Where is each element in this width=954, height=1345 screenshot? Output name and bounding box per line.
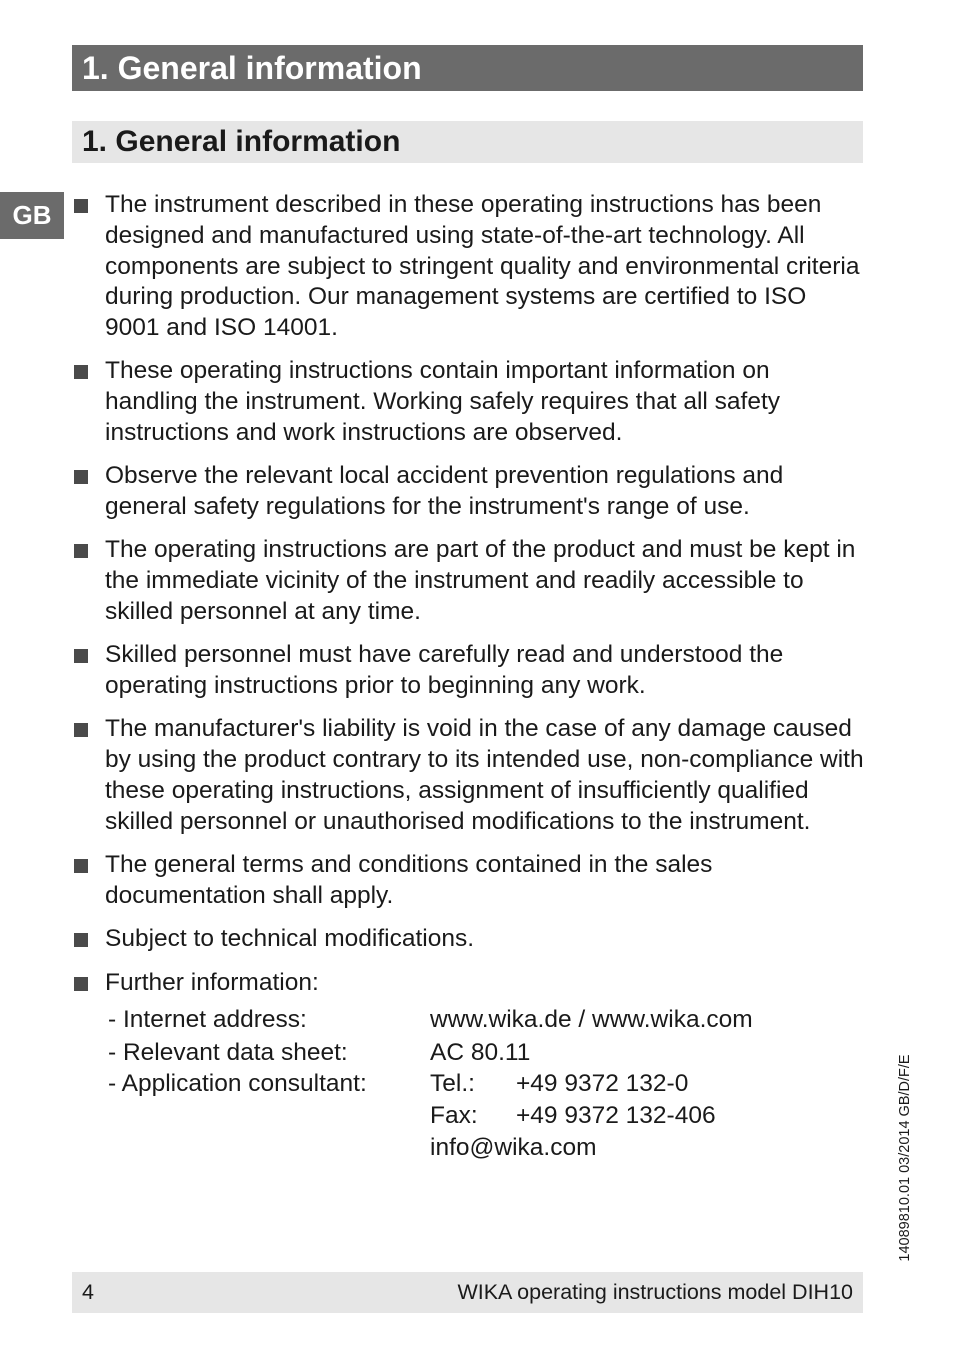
info-row-datasheet <box>108 1037 864 1068</box>
datasheet-value: AC 80.11 <box>430 1038 531 1066</box>
list-item-text: The instrument described in these operating instructions has been designed and manufactured using state-of-the-art technology. All components are subject to stringent quality and environmental criteria during production. Our management systems are certified to ISO 9001 and ISO 14001. <box>105 191 860 342</box>
list-item-text: Subject to technical modifications. <box>105 925 475 953</box>
square-bullet-icon <box>74 365 88 379</box>
list-item <box>74 850 864 912</box>
list-item-text: The manufacturer's liability is void in the case of any damage caused by using the product contrary to its intended use, non-compliance with these operating instructions, assignment of insufficiently qualified skilled personnel or unauthorised modifications to the instrument. <box>105 715 864 835</box>
square-bullet-icon <box>74 199 88 213</box>
info-row-fax <box>108 1100 864 1132</box>
list-item-text: These operating instructions contain important information on handling the instrument. Working safely requires that all safety instructions and work instructions are observed. <box>105 357 781 447</box>
internet-value: www.wika.de / www.wika.com <box>430 1005 753 1033</box>
list-item-text: The operating instructions are part of the product and must be kept in the immediate vicinity of the instrument and readily accessible to skilled personnel at any time. <box>105 536 856 626</box>
list-item-text: Further information: <box>105 968 319 996</box>
list-item <box>74 461 864 523</box>
square-bullet-icon <box>74 470 88 484</box>
language-tab: GB <box>0 192 64 239</box>
list-item <box>74 968 864 999</box>
page-footer <box>72 1272 863 1313</box>
list-item <box>74 714 864 837</box>
page-number: 4 <box>82 1280 94 1304</box>
document-code: 14089810.01 03/2014 GB/D/F/E <box>897 1054 913 1262</box>
square-bullet-icon <box>74 544 88 558</box>
list-item-text: Observe the relevant local accident prevention regulations and general safety regulations for the instrument's range of use. <box>105 462 784 521</box>
square-bullet-icon <box>74 723 88 737</box>
tel-value: +49 9372 132-0 <box>516 1069 689 1097</box>
square-bullet-icon <box>74 977 88 991</box>
list-item <box>74 640 864 702</box>
fax-line <box>430 1100 716 1132</box>
footer-title: WIKA operating instructions model DIH10 <box>457 1280 853 1304</box>
square-bullet-icon <box>74 859 88 873</box>
tel-label: Tel.: <box>430 1069 475 1097</box>
info-row-email <box>108 1132 864 1164</box>
bullet-list <box>74 190 864 1164</box>
list-item <box>74 924 864 955</box>
info-row-internet <box>108 1003 864 1037</box>
internet-label: - Internet address: <box>108 1005 307 1033</box>
square-bullet-icon <box>74 649 88 663</box>
list-item-text: Skilled personnel must have carefully read and understood the operating instructions prior to beginning any work. <box>105 641 784 700</box>
datasheet-label: - Relevant data sheet: <box>108 1038 348 1066</box>
chapter-title: 1. General information <box>72 45 863 91</box>
section-title: 1. General information <box>72 121 863 163</box>
info-row-consultant <box>108 1068 864 1100</box>
fax-value: +49 9372 132-406 <box>516 1101 716 1129</box>
list-item <box>74 356 864 448</box>
email-value: info@wika.com <box>430 1133 597 1161</box>
list-item-text: The general terms and conditions contained in the sales documentation shall apply. <box>105 851 713 909</box>
fax-label: Fax: <box>430 1101 478 1129</box>
further-info-table <box>108 1003 864 1164</box>
list-item <box>74 190 864 344</box>
square-bullet-icon <box>74 933 88 947</box>
consultant-label: - Application consultant: <box>108 1069 367 1097</box>
list-item <box>74 535 864 627</box>
tel-line <box>430 1068 688 1100</box>
